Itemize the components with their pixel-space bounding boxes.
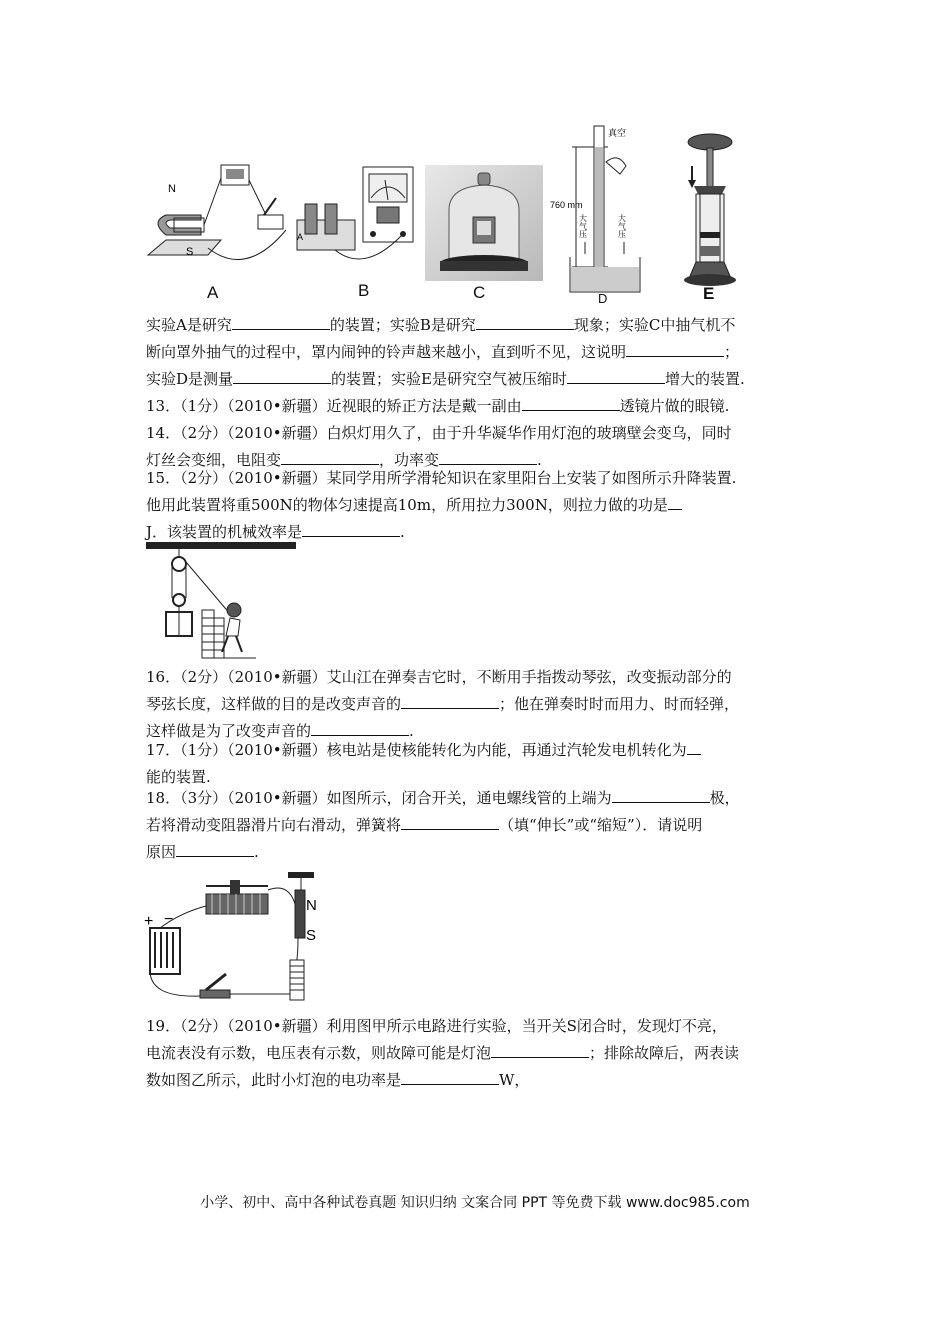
figure-b-label: B [358,281,370,300]
answer-blank[interactable] [626,341,724,357]
answer-blank[interactable] [302,521,400,537]
right-pressure-label: 大气压 [617,214,627,238]
answer-blank[interactable] [281,449,379,465]
svg-text:A: A [297,232,304,242]
figure-b-galvanometer [295,162,420,280]
figure-d-label: D [598,291,608,306]
answer-blank[interactable] [439,449,537,465]
question-18: 18．（3分）（2010•新疆）如图所示，闭合开关，通电螺线管的上端为 极， 若将滑动变阻器滑片向右滑动，弹簧将 （填“伸长”或“缩短”）．请说明 原因 . [146,789,740,861]
answer-blank[interactable] [522,395,620,411]
figure-a-label: A [207,283,219,302]
answer-blank[interactable] [401,814,499,830]
figure-e-label: E [703,284,715,303]
figure-a-electromagnetic-induction [146,160,296,280]
minus-label: − [164,911,174,928]
figure-q15-pulley [146,540,301,662]
question-14: 14．（2分）（2010•新疆）白炽灯用久了，由于升华凝华作用灯泡的玻璃壁会变乌，同时 灯丝会变细，电阻变 ，功率变 . [146,424,732,469]
question-17: 17．（1分）（2010•新疆）核电站是使核能转化为内能，再通过汽轮发电机转化为 能的装置. [146,737,816,791]
figure-c-label: C [473,283,486,302]
vacuum-label: 真空 [608,129,627,139]
label-n: N [168,183,176,195]
plus-label: + [144,913,154,930]
answer-blank[interactable] [311,720,409,736]
question-12: 实验A是研究 的装置；实验B是研究 现象；实验C中抽气机不 断向罩外抽气的过程中，罩内闹钟的铃声越来越小，直到听不见，这说明 ； 实验D是测量 的装置；实验E是研究空气被压缩时 增大的装置. [146,316,745,388]
question-15: 15．（2分）（2010•新疆）某同学用所学滑轮知识在家里阳台上安装了如图所示升降装置. 他用此装置将重500N的物体匀速提高10m，所用拉力300N，则拉力做的功是 J．该装置的机械效率是 . [146,469,737,541]
answer-blank[interactable] [687,739,701,755]
answer-blank[interactable] [401,693,499,709]
answer-blank[interactable] [232,314,330,330]
answer-blank[interactable] [401,1069,499,1085]
answer-blank[interactable] [233,368,331,384]
height-label: 760 mm [550,200,583,210]
answer-blank[interactable] [668,494,682,510]
figure-d-torricelli-tube [548,122,658,300]
svg-text:S: S [186,246,194,258]
left-pressure-label: 大气压 [578,214,588,238]
answer-blank[interactable] [567,368,665,384]
figure-e-air-compression [672,128,747,293]
answer-blank[interactable] [612,787,710,803]
page-footer: 小学、初中、高中各种试卷真题 知识归纳 文案合同 PPT 等免费下载 www.doc985.com [200,1195,750,1211]
question-13: 13．（1分）（2010•新疆）近视眼的矫正方法是戴一副由 透镜片做的眼镜. [146,397,730,415]
answer-blank[interactable] [476,314,574,330]
magnet-s-label: S [306,927,317,944]
question-19: 19．（2分）（2010•新疆）利用图甲所示电路进行实验，当开关S闭合时，发现灯不亮， 电流表没有示数，电压表有示数，则故障可能是灯泡 ；排除故障后，两表读 数如图乙所示，此时小灯泡的电功率是 W， [146,1017,740,1089]
answer-blank[interactable] [491,1042,589,1058]
question-16: 16．（2分）（2010•新疆）艾山江在弹奏吉它时，不断用手指拨动琴弦，改变振动部分的 琴弦长度，这样做的目的是改变声音的 ；他在弹奏时时而用力、时而轻弹， 这样做是为了改变声音的 . [146,668,740,740]
magnet-n-label: N [306,897,317,914]
figure-q18-circuit [140,868,340,1008]
answer-blank[interactable] [176,841,254,857]
figure-c-bell-jar-photo [425,165,543,281]
